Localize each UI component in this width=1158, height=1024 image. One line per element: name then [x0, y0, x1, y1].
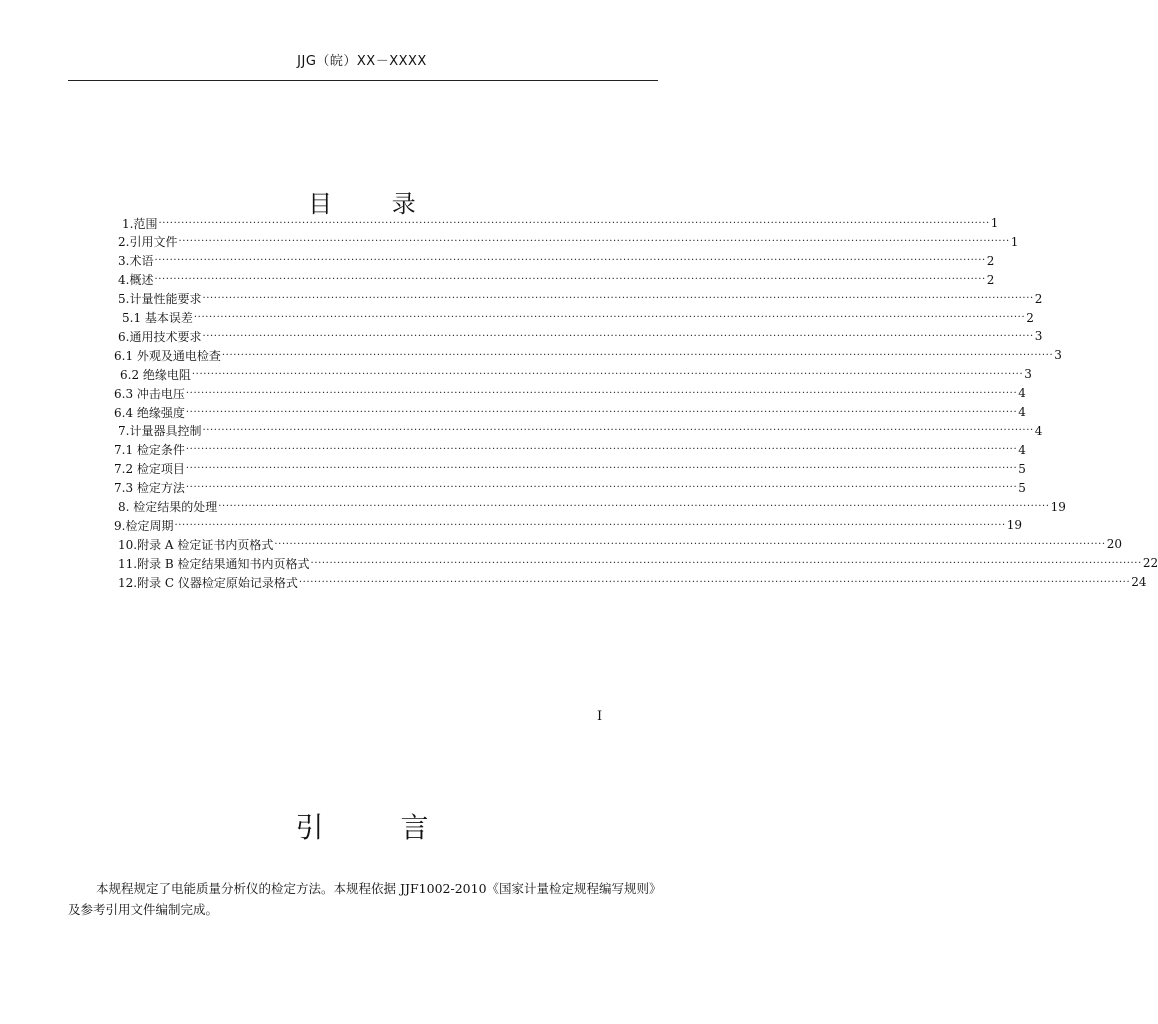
- toc-dot-leader: ····························································································································································································································: [154, 255, 986, 267]
- toc-dot-leader: ····························································································································································································································: [274, 538, 1106, 550]
- toc-dot-leader: ····························································································································································································································: [202, 330, 1034, 342]
- toc-dot-leader: ····························································································································································································································: [185, 406, 1018, 418]
- toc-dot-leader: ····························································································································································································································: [310, 557, 1142, 569]
- toc-entry-page: 4: [1018, 442, 1026, 457]
- toc-dot-leader: ····························································································································································································································: [185, 444, 1018, 456]
- toc-entry-page: 19: [1006, 518, 1023, 533]
- header-divider: [68, 80, 658, 81]
- toc-dot-leader: ····························································································································································································································: [185, 482, 1018, 494]
- toc-entry-label: 12.附录 C 仪器检定原始记录格式: [118, 575, 298, 590]
- toc-entry[interactable]: [114, 460, 1026, 478]
- toc-entry-page: 3: [1054, 348, 1062, 363]
- toc-entry[interactable]: [114, 479, 1026, 497]
- toc-entry[interactable]: [120, 365, 1032, 383]
- toc-entry[interactable]: [118, 271, 995, 289]
- toc-entry-label: 6.通用技术要求: [118, 329, 202, 344]
- toc-entry[interactable]: [114, 384, 1026, 402]
- toc-entry-page: 4: [1018, 405, 1026, 419]
- toc-entry-label: 4.概述: [118, 273, 154, 288]
- toc-entry-label: 7.计量器具控制: [118, 424, 202, 439]
- toc-entry-label: 6.1 外观及通电检查: [114, 348, 221, 363]
- toc-entry[interactable]: [118, 252, 995, 270]
- toc-entry-page: 3: [1034, 329, 1043, 344]
- toc-entry-page: 2: [1026, 310, 1034, 325]
- toc-entry-label: 11.附录 B 检定结果通知书内页格式: [118, 556, 310, 571]
- toc-dot-leader: ····························································································································································································································: [218, 501, 1050, 512]
- toc-entry-page: 5: [1018, 461, 1026, 476]
- toc-entry-page: 2: [1034, 291, 1043, 306]
- toc-dot-leader: ····························································································································································································································: [154, 274, 986, 286]
- toc-entry-label: 5.1 基本误差: [122, 311, 193, 325]
- toc-entry-page: 1: [1010, 234, 1019, 249]
- toc-entry-page: 19: [1050, 499, 1066, 514]
- toc-title: 目 录: [308, 190, 442, 218]
- toc-entry[interactable]: [118, 498, 1066, 516]
- toc-dot-leader: ····························································································································································································································: [298, 576, 1131, 588]
- toc-entry-label: 3.术语: [118, 254, 154, 269]
- toc-entry-label: 6.2 绝缘电阻: [120, 367, 191, 382]
- toc-dot-leader: ····························································································································································································································: [178, 236, 1010, 248]
- page-number: I: [597, 709, 603, 724]
- toc-dot-leader: ····························································································································································································································: [174, 519, 1006, 531]
- toc-dot-leader: ····························································································································································································································: [185, 387, 1018, 399]
- toc-entry-label: 8. 检定结果的处理: [118, 500, 218, 514]
- toc-entry-page: 1: [990, 216, 999, 230]
- toc-entry-label: 10.附录 A 检定证书内页格式: [118, 537, 274, 552]
- toc-entry[interactable]: [118, 233, 1019, 251]
- toc-dot-leader: ····························································································································································································································: [202, 293, 1034, 305]
- toc-entry-page: 2: [986, 272, 995, 287]
- toc-dot-leader: ····························································································································································································································: [158, 217, 990, 229]
- toc-entry-page: 4: [1034, 423, 1043, 438]
- toc-entry-page: 22: [1142, 556, 1158, 571]
- toc-entry-label: 9.检定周期: [114, 518, 174, 533]
- toc-dot-leader: ····························································································································································································································: [221, 349, 1054, 361]
- toc-entry-label: 6.3 冲击电压: [114, 386, 185, 401]
- toc-entry[interactable]: [118, 573, 1147, 591]
- toc-entry-label: 2.引用文件: [118, 235, 178, 250]
- toc-entry-label: 5.计量性能要求: [118, 292, 202, 307]
- toc-entry[interactable]: [114, 441, 1026, 459]
- toc-entry[interactable]: [122, 214, 999, 232]
- toc-dot-leader: ····························································································································································································································: [193, 312, 1026, 323]
- toc-entry-page: 3: [1024, 367, 1032, 382]
- toc-entry-page: 2: [986, 253, 995, 268]
- toc-entry[interactable]: [114, 403, 1026, 421]
- toc-entry[interactable]: [118, 290, 1043, 308]
- toc-entry[interactable]: [114, 516, 1023, 534]
- introduction-title: 引 言: [295, 811, 463, 844]
- toc-entry[interactable]: [118, 535, 1122, 553]
- toc-dot-leader: ····························································································································································································································: [191, 368, 1024, 380]
- toc-entry-page: 24: [1131, 575, 1147, 590]
- page-header: JJG（皖）XX－XXXX: [297, 54, 427, 69]
- toc-entry[interactable]: [118, 327, 1043, 345]
- toc-entry-label: 7.2 检定项目: [114, 462, 185, 477]
- toc-entry-page: 20: [1106, 537, 1122, 552]
- toc-entry[interactable]: [118, 554, 1158, 572]
- toc-entry-label: 1.范围: [122, 216, 158, 231]
- toc-entry-page: 5: [1018, 480, 1026, 495]
- toc-dot-leader: ····························································································································································································································: [202, 425, 1034, 437]
- toc-entry[interactable]: [118, 422, 1043, 440]
- introduction-paragraph: 本规程规定了电能质量分析仪的检定方法。本规程依据 JJF1002-2010《国家计量检定规程编写规则》及参考引用文件编制完成。: [68, 881, 656, 917]
- toc-entry-label: 6.4 绝缘强度: [114, 405, 185, 420]
- toc-dot-leader: ····························································································································································································································: [185, 463, 1018, 475]
- toc-entry-label: 7.1 检定条件: [114, 443, 185, 458]
- toc-entry-page: 4: [1018, 386, 1026, 401]
- toc-entry-label: 7.3 检定方法: [114, 481, 185, 496]
- toc-entry[interactable]: [122, 309, 1034, 327]
- toc-entry[interactable]: [114, 346, 1062, 364]
